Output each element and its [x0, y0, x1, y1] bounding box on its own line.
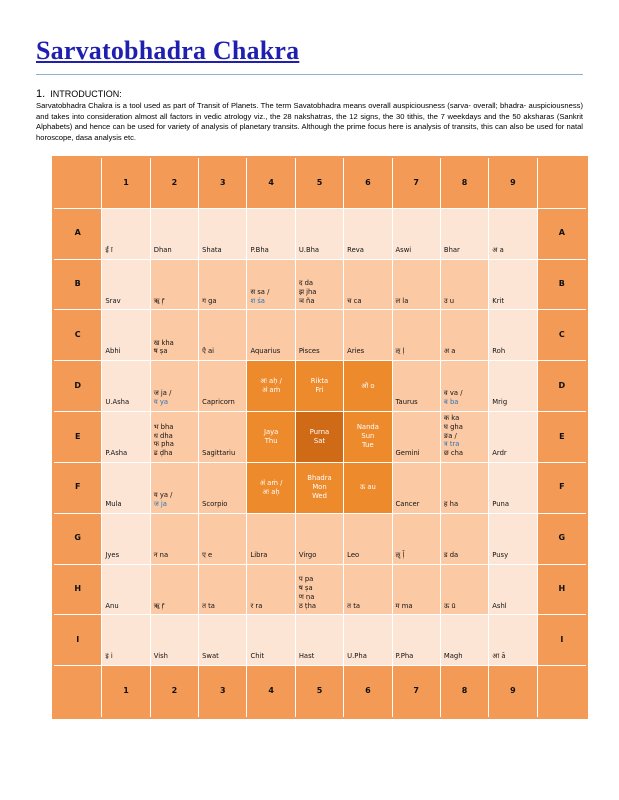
- cell-text: ई ī: [105, 245, 113, 254]
- chakra-cell: [296, 463, 344, 514]
- chakra-cell: [296, 565, 344, 616]
- cell-text: द da: [298, 279, 314, 288]
- cell-text: Gemini: [395, 449, 420, 458]
- row-letter: A: [538, 209, 586, 260]
- chakra-cell: [151, 361, 199, 412]
- cell-text: क ka: [443, 413, 460, 422]
- cell-text: छ cha: [443, 449, 464, 458]
- cell-text: ब ba: [443, 398, 459, 407]
- chakra-cell: [393, 260, 441, 311]
- cell-text: ऐ ai: [202, 347, 215, 356]
- column-number: 6: [344, 158, 392, 209]
- row-letter: H: [54, 565, 102, 616]
- cell-text: प pa: [298, 575, 314, 584]
- chakra-cell: [441, 615, 489, 666]
- cell-text: श śa: [250, 296, 265, 305]
- column-number: 7: [393, 158, 441, 209]
- chakra-cell: [441, 412, 489, 463]
- chakra-cell: [102, 412, 150, 463]
- cell-text: ज ja: [153, 499, 167, 508]
- cell-text: घ gha: [443, 422, 463, 431]
- chakra-cell: [247, 565, 295, 616]
- chakra-cell: [344, 361, 392, 412]
- chakra-cell: [489, 310, 537, 361]
- cell-text: ज ja /: [153, 389, 172, 398]
- cell-text: य ya: [153, 398, 169, 407]
- row-letter: C: [538, 310, 586, 361]
- chakra-cell: [102, 463, 150, 514]
- chakra-cell: [489, 412, 537, 463]
- cell-text: Scorpio: [202, 499, 228, 508]
- cell-text: ऊ ū: [443, 601, 456, 610]
- cell-text: Wed: [312, 492, 327, 501]
- row-letter: G: [538, 514, 586, 565]
- chakra-cell: [247, 463, 295, 514]
- chakra-cell: [247, 260, 295, 311]
- cell-text: ड da: [443, 550, 459, 559]
- cell-text: Ardr: [492, 449, 507, 458]
- chakra-cell: [344, 565, 392, 616]
- cell-text: Libra: [250, 550, 268, 559]
- chakra-cell: [344, 463, 392, 514]
- cell-text: P.Bha: [250, 245, 269, 254]
- column-number: 2: [151, 158, 199, 209]
- cell-text: Vish: [153, 652, 168, 661]
- cell-text: U.Bha: [298, 245, 320, 254]
- chakra-cell: [296, 514, 344, 565]
- cell-text: Bhar: [443, 245, 460, 254]
- cell-text: Mula: [105, 499, 122, 508]
- chakra-cell: [151, 209, 199, 260]
- row-letter: B: [54, 260, 102, 311]
- chakra-cell: [296, 310, 344, 361]
- cell-text: त ta: [347, 601, 361, 610]
- cell-text: Thu: [264, 436, 278, 445]
- cell-text: U.Asha: [105, 398, 130, 407]
- grid-corner: [54, 666, 102, 717]
- column-number: 4: [247, 158, 295, 209]
- chakra-cell: [199, 514, 247, 565]
- column-number: 5: [296, 158, 344, 209]
- chakra-cell: [489, 361, 537, 412]
- chakra-cell: [393, 361, 441, 412]
- cell-text: फ pha: [153, 440, 174, 449]
- column-number: 3: [199, 666, 247, 717]
- chakra-cell: [199, 260, 247, 311]
- row-letter: D: [54, 361, 102, 412]
- row-letter: F: [54, 463, 102, 514]
- cell-text: ङa /: [443, 431, 457, 440]
- cell-text: अ a: [443, 347, 456, 356]
- chakra-cell: [102, 260, 150, 311]
- chakra-cell: [393, 615, 441, 666]
- chakra-cell: [344, 310, 392, 361]
- row-letter: A: [54, 209, 102, 260]
- cell-text: ण ṇa: [298, 592, 315, 601]
- cell-text: Dhan: [153, 245, 172, 254]
- chakra-cell: [489, 260, 537, 311]
- title-underline-rule: [36, 74, 583, 75]
- cell-text: य ya /: [153, 491, 173, 500]
- chakra-cell: [296, 412, 344, 463]
- chakra-cell: [393, 412, 441, 463]
- column-number: 2: [151, 666, 199, 717]
- cell-text: Krit: [492, 296, 505, 305]
- cell-text: ॠ ṝ: [153, 601, 165, 610]
- chakra-cell: [199, 615, 247, 666]
- chakra-cell: [247, 361, 295, 412]
- row-letter: I: [538, 615, 586, 666]
- column-number: 1: [102, 158, 150, 209]
- chakra-cell: [441, 209, 489, 260]
- cell-text: ॡ ḹ: [395, 550, 405, 559]
- cell-text: Bhadra: [307, 474, 332, 483]
- cell-text: Hast: [298, 652, 315, 661]
- cell-text: Mrig: [492, 398, 508, 407]
- cell-text: Sat: [313, 436, 326, 445]
- cell-text: न na: [153, 550, 169, 559]
- chakra-cell: [199, 412, 247, 463]
- cell-text: ग ga: [202, 296, 217, 305]
- cell-text: अ a: [492, 245, 504, 254]
- chakra-cell: [296, 260, 344, 311]
- cell-text: ए e: [202, 550, 213, 559]
- chakra-cell: [151, 412, 199, 463]
- cell-text: ऊ au: [359, 483, 376, 492]
- chakra-cell: [393, 310, 441, 361]
- cell-text: Shata: [202, 245, 222, 254]
- cell-text: त्र tra: [443, 440, 460, 449]
- cell-text: Aswi: [395, 245, 412, 254]
- chakra-cell: [393, 565, 441, 616]
- cell-text: Purna: [309, 427, 330, 436]
- chakra-cell: [489, 615, 537, 666]
- cell-text: Leo: [347, 550, 360, 559]
- chakra-cell: [393, 209, 441, 260]
- cell-text: ष ṣa: [153, 347, 168, 356]
- cell-text: Jaya: [263, 427, 279, 436]
- grid-corner: [538, 666, 586, 717]
- chakra-cell: [151, 514, 199, 565]
- cell-text: Magh: [443, 652, 463, 661]
- cell-text: Mon: [312, 483, 327, 492]
- cell-text: Tue: [362, 441, 374, 450]
- cell-text: Taurus: [395, 398, 418, 407]
- column-number: 5: [296, 666, 344, 717]
- cell-text: ल la: [395, 296, 409, 305]
- cell-text: उ u: [443, 296, 455, 305]
- cell-text: अः aḥ: [262, 487, 280, 496]
- cell-text: Jyes: [105, 550, 120, 559]
- chakra-cell: [247, 209, 295, 260]
- section-title: INTRODUCTION:: [50, 89, 122, 99]
- chakra-cell: [344, 209, 392, 260]
- column-number: 9: [489, 158, 537, 209]
- chakra-cell: [199, 209, 247, 260]
- chakra-cell: [489, 514, 537, 565]
- cell-text: ओ o: [361, 381, 375, 390]
- cell-text: ॠ ṝ: [153, 296, 165, 305]
- row-letter: E: [54, 412, 102, 463]
- chakra-cell: [247, 615, 295, 666]
- chakra-cell: [489, 565, 537, 616]
- chakra-cell: [199, 361, 247, 412]
- cell-text: Swat: [202, 652, 219, 661]
- cell-text: अः aḥ /: [260, 377, 282, 386]
- chakra-cell: [489, 209, 537, 260]
- chakra-cell: [247, 514, 295, 565]
- cell-text: म ma: [395, 601, 413, 610]
- cell-text: Capricorn: [202, 398, 235, 407]
- column-number: 8: [441, 158, 489, 209]
- chakra-cell: [441, 310, 489, 361]
- cell-text: Puna: [492, 499, 510, 508]
- section-number: 1.: [36, 88, 46, 100]
- cell-text: ह ha: [443, 499, 459, 508]
- chakra-cell: [151, 310, 199, 361]
- cell-text: Rikta: [310, 377, 329, 386]
- row-letter: I: [54, 615, 102, 666]
- cell-text: त ta: [202, 601, 215, 610]
- chakra-cell: [441, 260, 489, 311]
- row-letter: H: [538, 565, 586, 616]
- grid-corner: [54, 158, 102, 209]
- cell-text: आ ā: [492, 652, 506, 661]
- cell-text: ञ ña: [298, 296, 315, 305]
- chakra-cell: [344, 514, 392, 565]
- chakra-cell: [151, 565, 199, 616]
- column-number: 4: [247, 666, 295, 717]
- cell-text: Pusy: [492, 550, 509, 559]
- cell-text: व va /: [443, 389, 463, 398]
- cell-text: P.Pha: [395, 652, 414, 661]
- row-letter: E: [538, 412, 586, 463]
- grid-corner: [538, 158, 586, 209]
- chakra-cell: [199, 565, 247, 616]
- chakra-cell: [441, 514, 489, 565]
- cell-text: Sagittariu: [202, 449, 236, 458]
- chakra-cell: [102, 361, 150, 412]
- chakra-cell: [151, 463, 199, 514]
- cell-text: Roh: [492, 347, 506, 356]
- cell-text: झ jha: [298, 287, 317, 296]
- row-letter: B: [538, 260, 586, 311]
- chakra-cell: [102, 514, 150, 565]
- cell-text: र ra: [250, 601, 263, 610]
- chakra-cell: [199, 463, 247, 514]
- chakra-cell: [489, 463, 537, 514]
- cell-text: ध dha: [153, 431, 173, 440]
- cell-text: Pisces: [298, 347, 320, 356]
- cell-text: Srav: [105, 296, 121, 305]
- cell-text: Chit: [250, 652, 265, 661]
- row-letter: G: [54, 514, 102, 565]
- cell-text: Fri: [315, 386, 324, 395]
- column-number: 8: [441, 666, 489, 717]
- cell-text: इ i: [105, 652, 113, 661]
- chakra-cell: [151, 615, 199, 666]
- cell-text: Nanda: [356, 423, 379, 432]
- cell-text: Cancer: [395, 499, 420, 508]
- cell-text: ख kha: [153, 338, 174, 347]
- cell-text: ढ ḍha: [153, 449, 173, 458]
- chakra-cell: [441, 361, 489, 412]
- chakra-cell: [296, 615, 344, 666]
- chakra-cell: [102, 310, 150, 361]
- chakra-cell: [102, 209, 150, 260]
- section-heading: [36, 88, 122, 100]
- column-number: 6: [344, 666, 392, 717]
- chakra-cell: [199, 310, 247, 361]
- chakra-cell: [393, 463, 441, 514]
- cell-text: अं aṁ: [262, 386, 281, 395]
- chakra-cell: [344, 260, 392, 311]
- chakra-cell: [344, 412, 392, 463]
- column-number: 7: [393, 666, 441, 717]
- cell-text: Reva: [347, 245, 364, 254]
- page-title: Sarvatobhadra Chakra: [36, 36, 300, 65]
- chakra-cell: [247, 412, 295, 463]
- cell-text: U.Pha: [347, 652, 367, 661]
- chakra-cell: [151, 260, 199, 311]
- cell-text: Aquarius: [250, 347, 281, 356]
- cell-text: ठ ṭha: [298, 601, 317, 610]
- column-number: 1: [102, 666, 150, 717]
- cell-text: Virgo: [298, 550, 317, 559]
- cell-text: ऌ ḷ: [395, 347, 405, 356]
- cell-text: स sa /: [250, 287, 270, 296]
- cell-text: Anu: [105, 601, 119, 610]
- chakra-cell: [247, 310, 295, 361]
- chakra-cell: [296, 361, 344, 412]
- cell-text: Ashl: [492, 601, 507, 610]
- cell-text: भ bha: [153, 422, 174, 431]
- cell-text: अं aṁ /: [259, 478, 283, 487]
- cell-text: ष ṣa: [298, 583, 313, 592]
- cell-text: Abhi: [105, 347, 121, 356]
- chakra-cell: [344, 615, 392, 666]
- sarvatobhadra-chakra-grid: [52, 156, 588, 719]
- chakra-cell: [393, 514, 441, 565]
- cell-text: च ca: [347, 296, 362, 305]
- chakra-cell: [296, 209, 344, 260]
- chakra-cell: [102, 565, 150, 616]
- cell-text: Aries: [347, 347, 365, 356]
- column-number: 3: [199, 158, 247, 209]
- row-letter: F: [538, 463, 586, 514]
- column-number: 9: [489, 666, 537, 717]
- chakra-cell: [102, 615, 150, 666]
- row-letter: D: [538, 361, 586, 412]
- chakra-cell: [441, 463, 489, 514]
- intro-paragraph: Sarvatobhadra Chakra is a tool used as part of Transit of Planets. The term Savatobhadra means overall auspiciousness (sarva- overall; bhadra- auspiciousness) and takes into consideration almost all factors in vedic atrology viz., the 28 nakshatras, the 12 signs, the 30 tithis, the 7 weekdays and the 50 aksharas (Sankrit Alphabets) and hence can be used for variety of analysis of planetary transits. Although the prime focus here is analysis of transits, this can also be used for natal horoscope, dasa analysis etc.: [36, 101, 583, 142]
- cell-text: Sun: [361, 432, 375, 441]
- cell-text: P.Asha: [105, 449, 128, 458]
- chakra-cell: [441, 565, 489, 616]
- row-letter: C: [54, 310, 102, 361]
